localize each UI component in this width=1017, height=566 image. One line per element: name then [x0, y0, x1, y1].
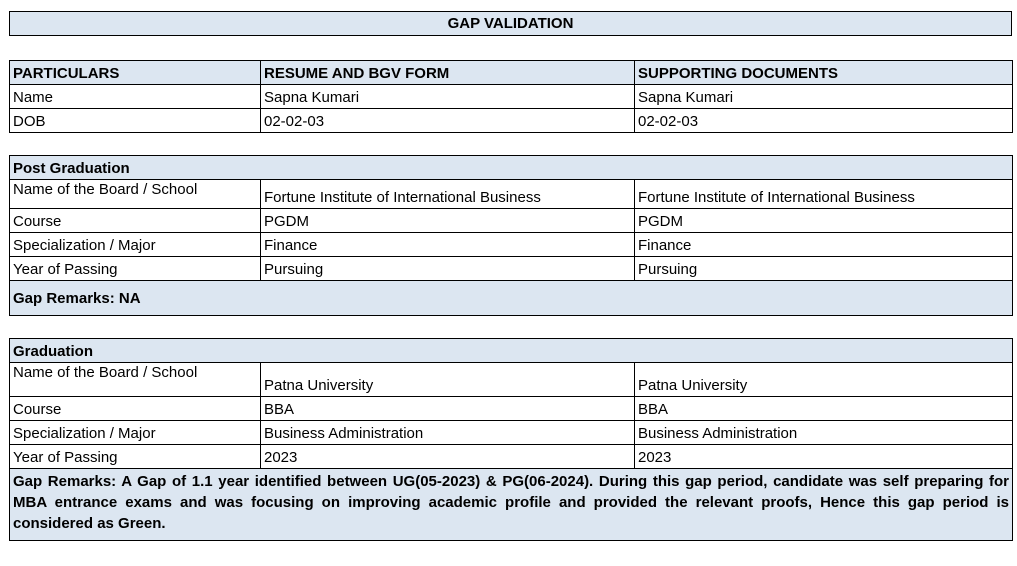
- row-label: Specialization / Major: [10, 233, 261, 257]
- table-row: [10, 445, 1013, 469]
- table-row: [10, 180, 1013, 209]
- personal-details-table: [9, 60, 1013, 133]
- resume-value: Sapna Kumari: [261, 85, 635, 109]
- post-graduation-table: [9, 155, 1013, 316]
- table-row: [10, 85, 1013, 109]
- supporting-value: Business Administration: [635, 421, 1013, 445]
- table-row: [10, 397, 1013, 421]
- row-label: Course: [10, 209, 261, 233]
- row-label: Year of Passing: [10, 445, 261, 469]
- supporting-value: PGDM: [635, 209, 1013, 233]
- row-label: Year of Passing: [10, 257, 261, 281]
- gap-remarks-row: [10, 469, 1013, 541]
- supporting-value: Sapna Kumari: [635, 85, 1013, 109]
- table-row: [10, 233, 1013, 257]
- section-heading: Post Graduation: [10, 156, 1013, 180]
- supporting-value: BBA: [635, 397, 1013, 421]
- table-row: [10, 257, 1013, 281]
- table-row: [10, 363, 1013, 397]
- resume-value: Business Administration: [261, 421, 635, 445]
- resume-value: BBA: [261, 397, 635, 421]
- gap-remarks-row: [10, 281, 1013, 316]
- supporting-value: Patna University: [635, 363, 1013, 397]
- resume-value: Fortune Institute of International Business: [261, 180, 635, 209]
- gap-remarks: Gap Remarks: A Gap of 1.1 year identified between UG(05-2023) & PG(06-2024). During this gap period, candidate was self preparing for MBA entrance exams and was focusing on improving academic profile and provided the relevant proofs, Hence this gap period is considered as Green.: [10, 469, 1013, 541]
- supporting-value: 2023: [635, 445, 1013, 469]
- row-label: DOB: [10, 109, 261, 133]
- table-row: [10, 109, 1013, 133]
- resume-value: Finance: [261, 233, 635, 257]
- resume-value: Patna University: [261, 363, 635, 397]
- section-heading: Graduation: [10, 339, 1013, 363]
- supporting-header: SUPPORTING DOCUMENTS: [635, 61, 1013, 85]
- supporting-value: Finance: [635, 233, 1013, 257]
- table-header-row: [10, 61, 1013, 85]
- row-label: Specialization / Major: [10, 421, 261, 445]
- resume-value: 2023: [261, 445, 635, 469]
- supporting-value: 02-02-03: [635, 109, 1013, 133]
- row-label: Name of the Board / School: [10, 363, 261, 397]
- supporting-value: Fortune Institute of International Business: [635, 180, 1013, 209]
- table-row: [10, 421, 1013, 445]
- particulars-header: PARTICULARS: [10, 61, 261, 85]
- gap-remarks: Gap Remarks: NA: [10, 281, 1013, 316]
- row-label: Course: [10, 397, 261, 421]
- resume-header: RESUME AND BGV FORM: [261, 61, 635, 85]
- section-heading-row: [10, 339, 1013, 363]
- resume-value: Pursuing: [261, 257, 635, 281]
- row-label: Name: [10, 85, 261, 109]
- page-title: GAP VALIDATION: [9, 11, 1012, 36]
- supporting-value: Pursuing: [635, 257, 1013, 281]
- table-row: [10, 209, 1013, 233]
- resume-value: 02-02-03: [261, 109, 635, 133]
- graduation-table: [9, 338, 1013, 541]
- row-label: Name of the Board / School: [10, 180, 261, 209]
- section-heading-row: [10, 156, 1013, 180]
- resume-value: PGDM: [261, 209, 635, 233]
